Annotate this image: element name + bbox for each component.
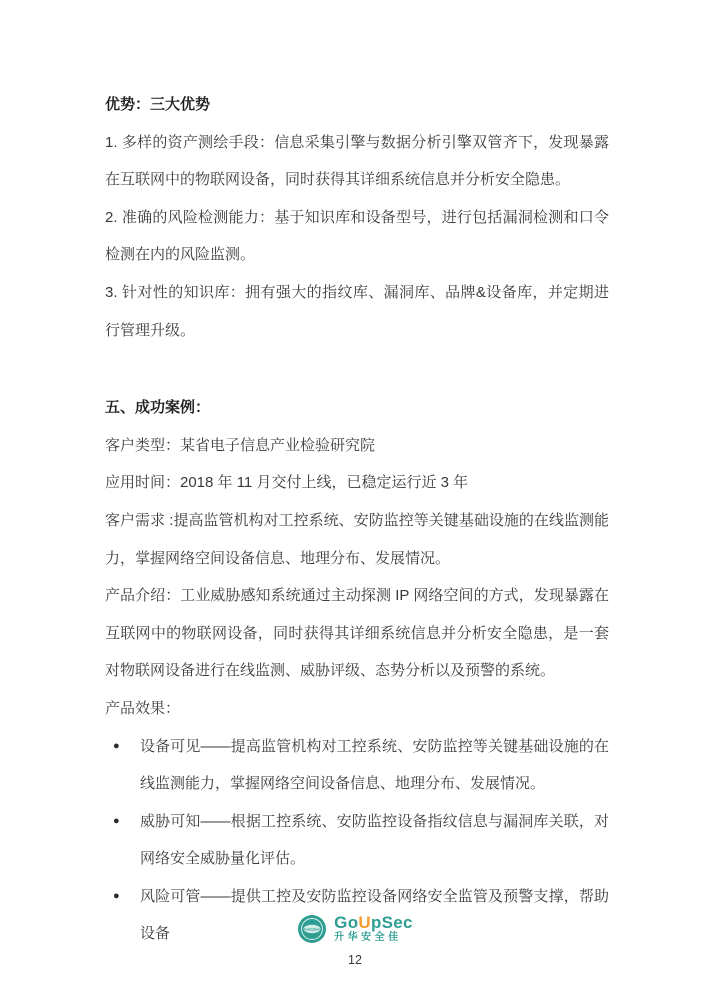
effect-text-threat-known: 威胁可知——根据工控系统、安防监控设备指纹信息与漏洞库关联，对网络安全威胁量化评估。 [140, 812, 609, 868]
effect-text-risk-managed: 风险可管——提供工控及安防监控设备网络安全监管及预警支撑，帮助设备 [140, 887, 609, 943]
page-number: 12 [348, 953, 362, 967]
deploy-time-line: 应用时间：2018 年 11 月交付上线，已稳定运行近 3 年 [105, 474, 469, 492]
bullet-icon: ● [113, 739, 120, 752]
product-effect-label: 产品效果： [105, 699, 181, 717]
advantage-item-1: 1. 多样的资产测绘手段：信息采集引擎与数据分析引擎双管齐下，发现暴露在互联网中的物联网设备，同时获得其详细系统信息并分析安全隐患。 [105, 133, 609, 189]
case-study-heading: 五、成功案例： [105, 399, 211, 417]
logo-wordmark-psec: pSec [370, 913, 413, 932]
svg-text:GoUpSec: GoUpSec [304, 927, 321, 932]
goupsec-logo [0, 914, 710, 944]
customer-need-paragraph: 客户需求 :提高监管机构对工控系统、安防监控等关键基础设施的在线监测能力，掌握网络空间设备信息、地理分布、发展情况。 [105, 511, 609, 567]
logo-text-block [334, 914, 413, 944]
advantage-item-2: 2. 准确的风险检测能力：基于知识库和设备型号，进行包括漏洞检测和口令检测在内的风险监测。 [105, 208, 609, 264]
bullet-icon: ● [113, 889, 120, 902]
logo-subtext: 升华安全佳 [334, 932, 402, 943]
advantages-heading: 优势：三大优势 [105, 96, 211, 113]
page-footer [0, 914, 710, 967]
customer-type-line: 客户类型：某省电子信息产业检验研究院 [105, 436, 376, 454]
logo-wordmark-u: U [358, 913, 371, 932]
effect-text-device-visible: 设备可见——提高监管机构对工控系统、安防监控等关键基础设施的在线监测能力，掌握网络空间设备信息、地理分布、发展情况。 [140, 737, 609, 793]
list-item [105, 803, 609, 878]
document-body [105, 86, 609, 953]
list-item [105, 728, 609, 803]
product-intro-paragraph: 产品介绍：工业威胁感知系统通过主动探测 IP 网络空间的方式，发现暴露在互联网中的物联网设备，同时获得其详细系统信息并分析安全隐患，是一套对物联网设备进行在线监测、威胁评级、态势分析以及预警的系统。 [105, 587, 609, 680]
logo-wordmark-go: Go [334, 913, 359, 932]
goupsec-badge-icon [297, 914, 327, 944]
advantage-item-3: 3. 针对性的知识库：拥有强大的指纹库、漏洞库、品牌&设备库，并定期进行管理升级。 [105, 283, 609, 339]
bullet-icon: ● [113, 814, 120, 827]
logo-wordmark [334, 914, 413, 932]
